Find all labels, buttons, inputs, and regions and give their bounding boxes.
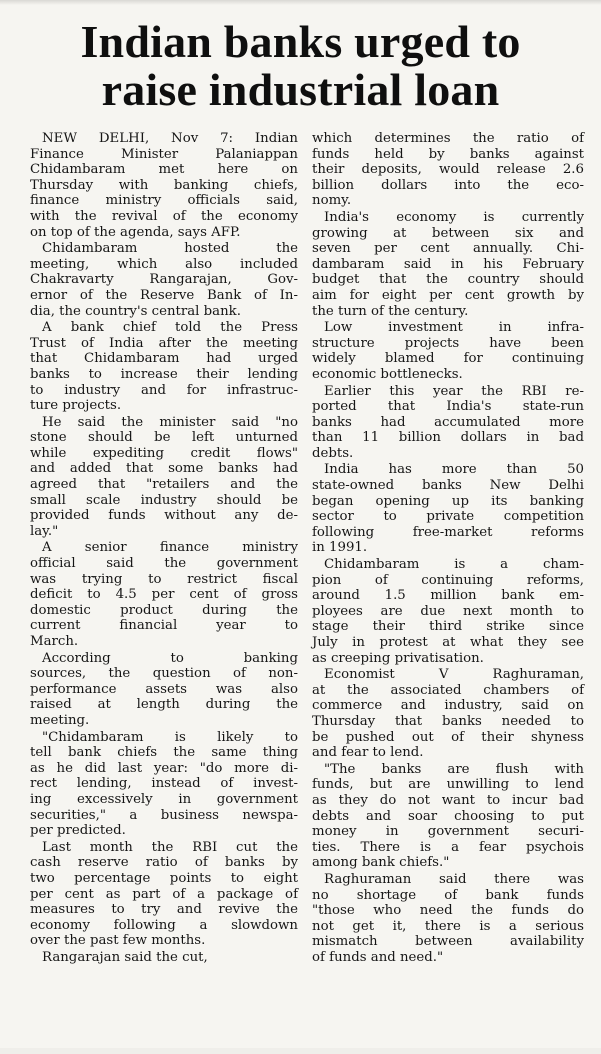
article-paragraph [30,131,298,240]
article-line: than 11 billion dollars in bad [312,430,584,446]
article-line: Economist V Raghuraman, [324,667,584,683]
article-line: sector to private competition [312,509,584,525]
article-line: A bank chief told the Press [42,320,298,336]
article-line: finance ministry officials said, [30,193,298,209]
article-line: meeting. [30,712,90,728]
article-line: "those who need the funds do [312,903,584,919]
article-line: as he did last year: "do more di- [30,760,298,776]
article-line: NEW DELHI, Nov 7: Indian [42,131,298,146]
article-line: performance assets was also [30,681,298,697]
article-line: securities," a business newspa- [30,807,298,823]
article-line: funds held by banks against [312,146,584,162]
article-paragraph [30,241,298,319]
article-line: raised at length during the [30,697,298,713]
article-line: meeting, which also included [30,256,298,272]
article-line: be pushed out of their shyness [312,729,584,745]
article-paragraph [312,872,584,966]
article-line: banks to increase their lending [30,366,298,382]
article-line: rect lending, instead of invest- [30,776,298,792]
article-paragraph [312,131,584,209]
article-paragraph [312,210,584,319]
article-line: Last month the RBI cut the [42,839,298,855]
article-column-right [312,131,584,966]
headline-line-1: Indian banks urged to [80,16,521,67]
article-line: stage their third strike since [312,619,584,635]
article-line: debts. [312,445,354,461]
top-edge-strip [0,0,601,5]
article-line: He said the minister said "no [42,414,298,430]
article-column-left [30,131,298,966]
article-line: of funds and need." [312,949,444,965]
article-line: deficit to 4.5 per cent of gross [30,587,298,603]
article-line: pion of continuing reforms, [312,572,584,588]
headline [0,18,601,114]
article-line: as they do not want to incur bad [312,792,584,808]
article-paragraph [312,320,584,382]
article-line: banks had accumulated more [312,414,584,430]
article-line: and fear to lend. [312,745,424,761]
article-line: "The banks are flush with [324,761,584,777]
article-paragraph [30,415,298,540]
article-line: tell bank chiefs the same thing [30,745,298,761]
article-line: among bank chiefs." [312,855,450,871]
article-line: no shortage of bank funds [312,887,584,903]
article-line: cash reserve ratio of banks by [30,855,298,871]
article-line: per cent as part of a package of [30,886,298,902]
article-line: ture projects. [30,398,122,414]
article-line: India has more than 50 [324,462,584,478]
article-line: two percentage points to eight [30,870,298,886]
article-line: billion dollars into the eco- [312,177,584,193]
article-line: Low investment in infra- [324,320,584,336]
article-paragraph [312,667,584,761]
article-line: which determines the ratio of [312,131,584,146]
article-line: with the revival of the economy [30,208,298,224]
article-line: Chidambaram hosted the [42,241,298,257]
article-line: ployees are due next month to [312,603,584,619]
article-line: structure projects have been [312,335,584,351]
article-paragraph [30,651,298,729]
article-paragraph [312,462,584,556]
article-line: India's economy is currently [324,209,584,225]
article-line: A senior finance ministry [42,540,298,556]
article-line: Raghuraman said there was [324,871,584,887]
article-line: budget that the country should [312,272,584,288]
article-line: agreed that "retailers and the [30,477,298,493]
article-paragraph [30,950,298,966]
article-line: Chidambaram met here on [30,162,298,178]
article-line: growing at between six and [312,225,584,241]
article-paragraph [30,730,298,839]
article-line: their deposits, would release 2.6 [312,162,584,178]
article-line: widely blamed for continuing [312,351,584,367]
article-paragraph [30,540,298,649]
article-line: state-owned banks New Delhi [312,478,584,494]
article-line: sources, the question of non- [30,666,298,682]
article-line: provided funds without any de- [30,508,298,524]
article-line: current financial year to [30,618,298,634]
article-line: dambaram said in his February [312,256,584,272]
article-line: on top of the agenda, says AFP. [30,224,241,240]
article-line: According to banking [42,650,298,666]
article-line: began opening up its banking [312,493,584,509]
article-line: debts and soar choosing to put [312,808,584,824]
article-line: seven per cent annually. Chi- [312,241,584,257]
article-line: ties. There is a fear psychois [312,839,584,855]
article-paragraph [312,762,584,871]
article-line: July in protest at what they see [312,635,584,650]
article-line: measures to try and revive the [30,902,298,918]
article-line: ing excessively in government [30,791,298,807]
article-line: over the past few months. [30,933,206,949]
article-line: mismatch between availability [312,934,584,950]
article-line: money in government securi- [312,824,584,840]
article-line: domestic product during the [30,602,298,618]
article-line: the turn of the century. [312,303,469,319]
article-line: around 1.5 million bank em- [312,588,584,604]
article-paragraph [30,840,298,949]
article-line: Thursday with banking chiefs, [30,177,298,193]
article-paragraph [30,320,298,414]
article-line: "Chidambaram is likely to [42,729,298,745]
article-line: official said the government [30,556,298,572]
article-line: economic bottlenecks. [312,366,463,382]
article-line: that Chidambaram had urged [30,351,298,367]
article-line: while expediting credit flows" [30,445,298,461]
article-line: was trying to restrict fiscal [30,571,298,587]
article-line: to industry and for infrastruc- [30,382,298,398]
article-line: Rangarajan said the cut, [42,949,208,965]
article-line: aim for eight per cent growth by [312,287,584,303]
article-line: Finance Minister Palaniappan [30,146,298,162]
article-line: as creeping privatisation. [312,650,484,666]
article-line: dia, the country's central bank. [30,303,241,319]
article-paragraph [312,384,584,462]
article-line: per predicted. [30,823,126,839]
article-line: in 1991. [312,540,368,556]
bottom-edge [0,1048,601,1054]
article-line: March. [30,634,79,649]
article-line: commerce and industry, said on [312,698,584,714]
article-line: not get it, there is a serious [312,918,584,934]
article-paragraph [312,557,584,666]
article-line: ported that India's state-run [312,399,584,415]
article-line: lay." [30,523,59,539]
article-line: Earlier this year the RBI re- [324,383,584,399]
headline-line-2: raise industrial loan [101,64,500,115]
article-line: Chidambaram is a cham- [324,557,584,573]
article-line: stone should be left unturned [30,430,298,446]
article-line: funds, but are unwilling to lend [312,777,584,793]
article-line: and added that some banks had [30,461,298,477]
article-line: nomy. [312,193,352,209]
article-line: ernor of the Reserve Bank of In- [30,287,298,303]
article-line: Trust of India after the meeting [30,335,298,351]
article-line: following free-market reforms [312,524,584,540]
article-line: Thursday that banks needed to [312,713,584,729]
article-line: Chakravarty Rangarajan, Gov- [30,272,298,288]
article-line: at the associated chambers of [312,682,584,698]
article-line: small scale industry should be [30,492,298,508]
article-line: economy following a slowdown [30,917,298,933]
